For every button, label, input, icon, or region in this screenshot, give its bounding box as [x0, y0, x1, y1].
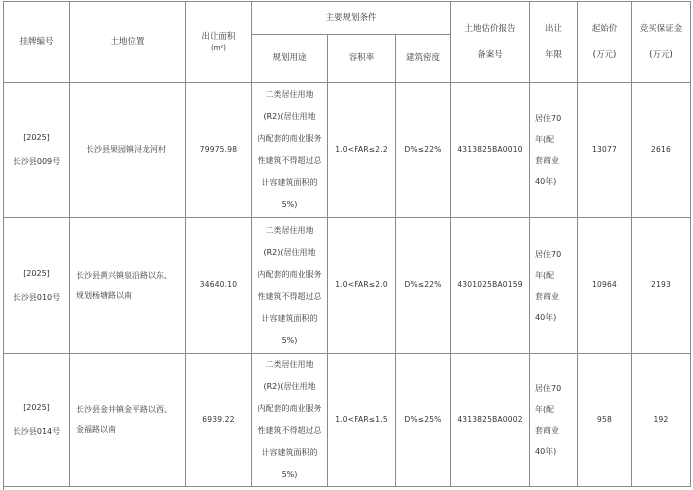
density-cell: D%≤22% — [396, 218, 451, 354]
record-no-cell: 4313825BA0002 — [451, 354, 530, 487]
header-term: 出让 年限 — [530, 2, 578, 83]
plot-no-cell: [2025] 长沙县014号 — [4, 354, 70, 487]
location-cell: 长沙县果园镇浔龙河村 — [70, 83, 186, 218]
header-use: 规划用途 — [252, 35, 328, 83]
far-cell: 1.0<FAR≤2.0 — [328, 218, 396, 354]
density-cell: D%≤25% — [396, 354, 451, 487]
term-cell: 居住70 年(配 套商业 40年) — [530, 354, 578, 487]
start-price-cell: 10964 — [578, 218, 632, 354]
header-planning-group: 主要规划条件 — [252, 2, 451, 35]
use-cell: 二类居住用地 (R2)(居住用地 内配套的商业服务 性建筑不得超过总 计容建筑面积的 5%) — [252, 83, 328, 218]
area-cell: 79975.98 — [186, 83, 252, 218]
area-cell: 6939.22 — [186, 354, 252, 487]
far-cell: 1.0<FAR≤1.5 — [328, 354, 396, 487]
location-cell: 长沙县黄兴镇泉沿路以东、 规划杨塘路以南 — [70, 218, 186, 354]
deposit-cell: 2193 — [632, 218, 691, 354]
deposit-cell: 192 — [632, 354, 691, 487]
header-start-price: 起始价 (万元) — [578, 2, 632, 83]
plot-no-cell: [2025] 长沙县010号 — [4, 218, 70, 354]
density-cell: D%≤22% — [396, 83, 451, 218]
header-density: 建筑密度 — [396, 35, 451, 83]
header-location: 土地位置 — [70, 2, 186, 83]
term-cell: 居住70 年(配 套商业 40年) — [530, 83, 578, 218]
header-area: 出让面积 (m²) — [186, 2, 252, 83]
header-deposit: 竞买保证金 (万元) — [632, 2, 691, 83]
start-price-cell: 958 — [578, 354, 632, 487]
table-row — [4, 354, 691, 487]
location-cell: 长沙县金井镇金平路以西、 金福路以南 — [70, 354, 186, 487]
term-cell: 居住70 年(配 套商业 40年) — [530, 218, 578, 354]
use-cell: 二类居住用地 (R2)(居住用地 内配套的商业服务 性建筑不得超过总 计容建筑面积的 5%) — [252, 354, 328, 487]
record-no-cell: 4301025BA0159 — [451, 218, 530, 354]
start-price-cell: 13077 — [578, 83, 632, 218]
table-row — [4, 218, 691, 354]
far-cell: 1.0<FAR≤2.2 — [328, 83, 396, 218]
table-row — [4, 83, 691, 218]
record-no-cell: 4313825BA0010 — [451, 83, 530, 218]
deposit-cell: 2616 — [632, 83, 691, 218]
use-cell: 二类居住用地 (R2)(居住用地 内配套的商业服务 性建筑不得超过总 计容建筑面积的 5%) — [252, 218, 328, 354]
header-record-no: 土地估价报告 备案号 — [451, 2, 530, 83]
area-cell: 34640.10 — [186, 218, 252, 354]
land-auction-table — [3, 1, 691, 487]
plot-no-cell: [2025] 长沙县009号 — [4, 83, 70, 218]
header-plot-no: 挂牌编号 — [4, 2, 70, 83]
header-far: 容积率 — [328, 35, 396, 83]
